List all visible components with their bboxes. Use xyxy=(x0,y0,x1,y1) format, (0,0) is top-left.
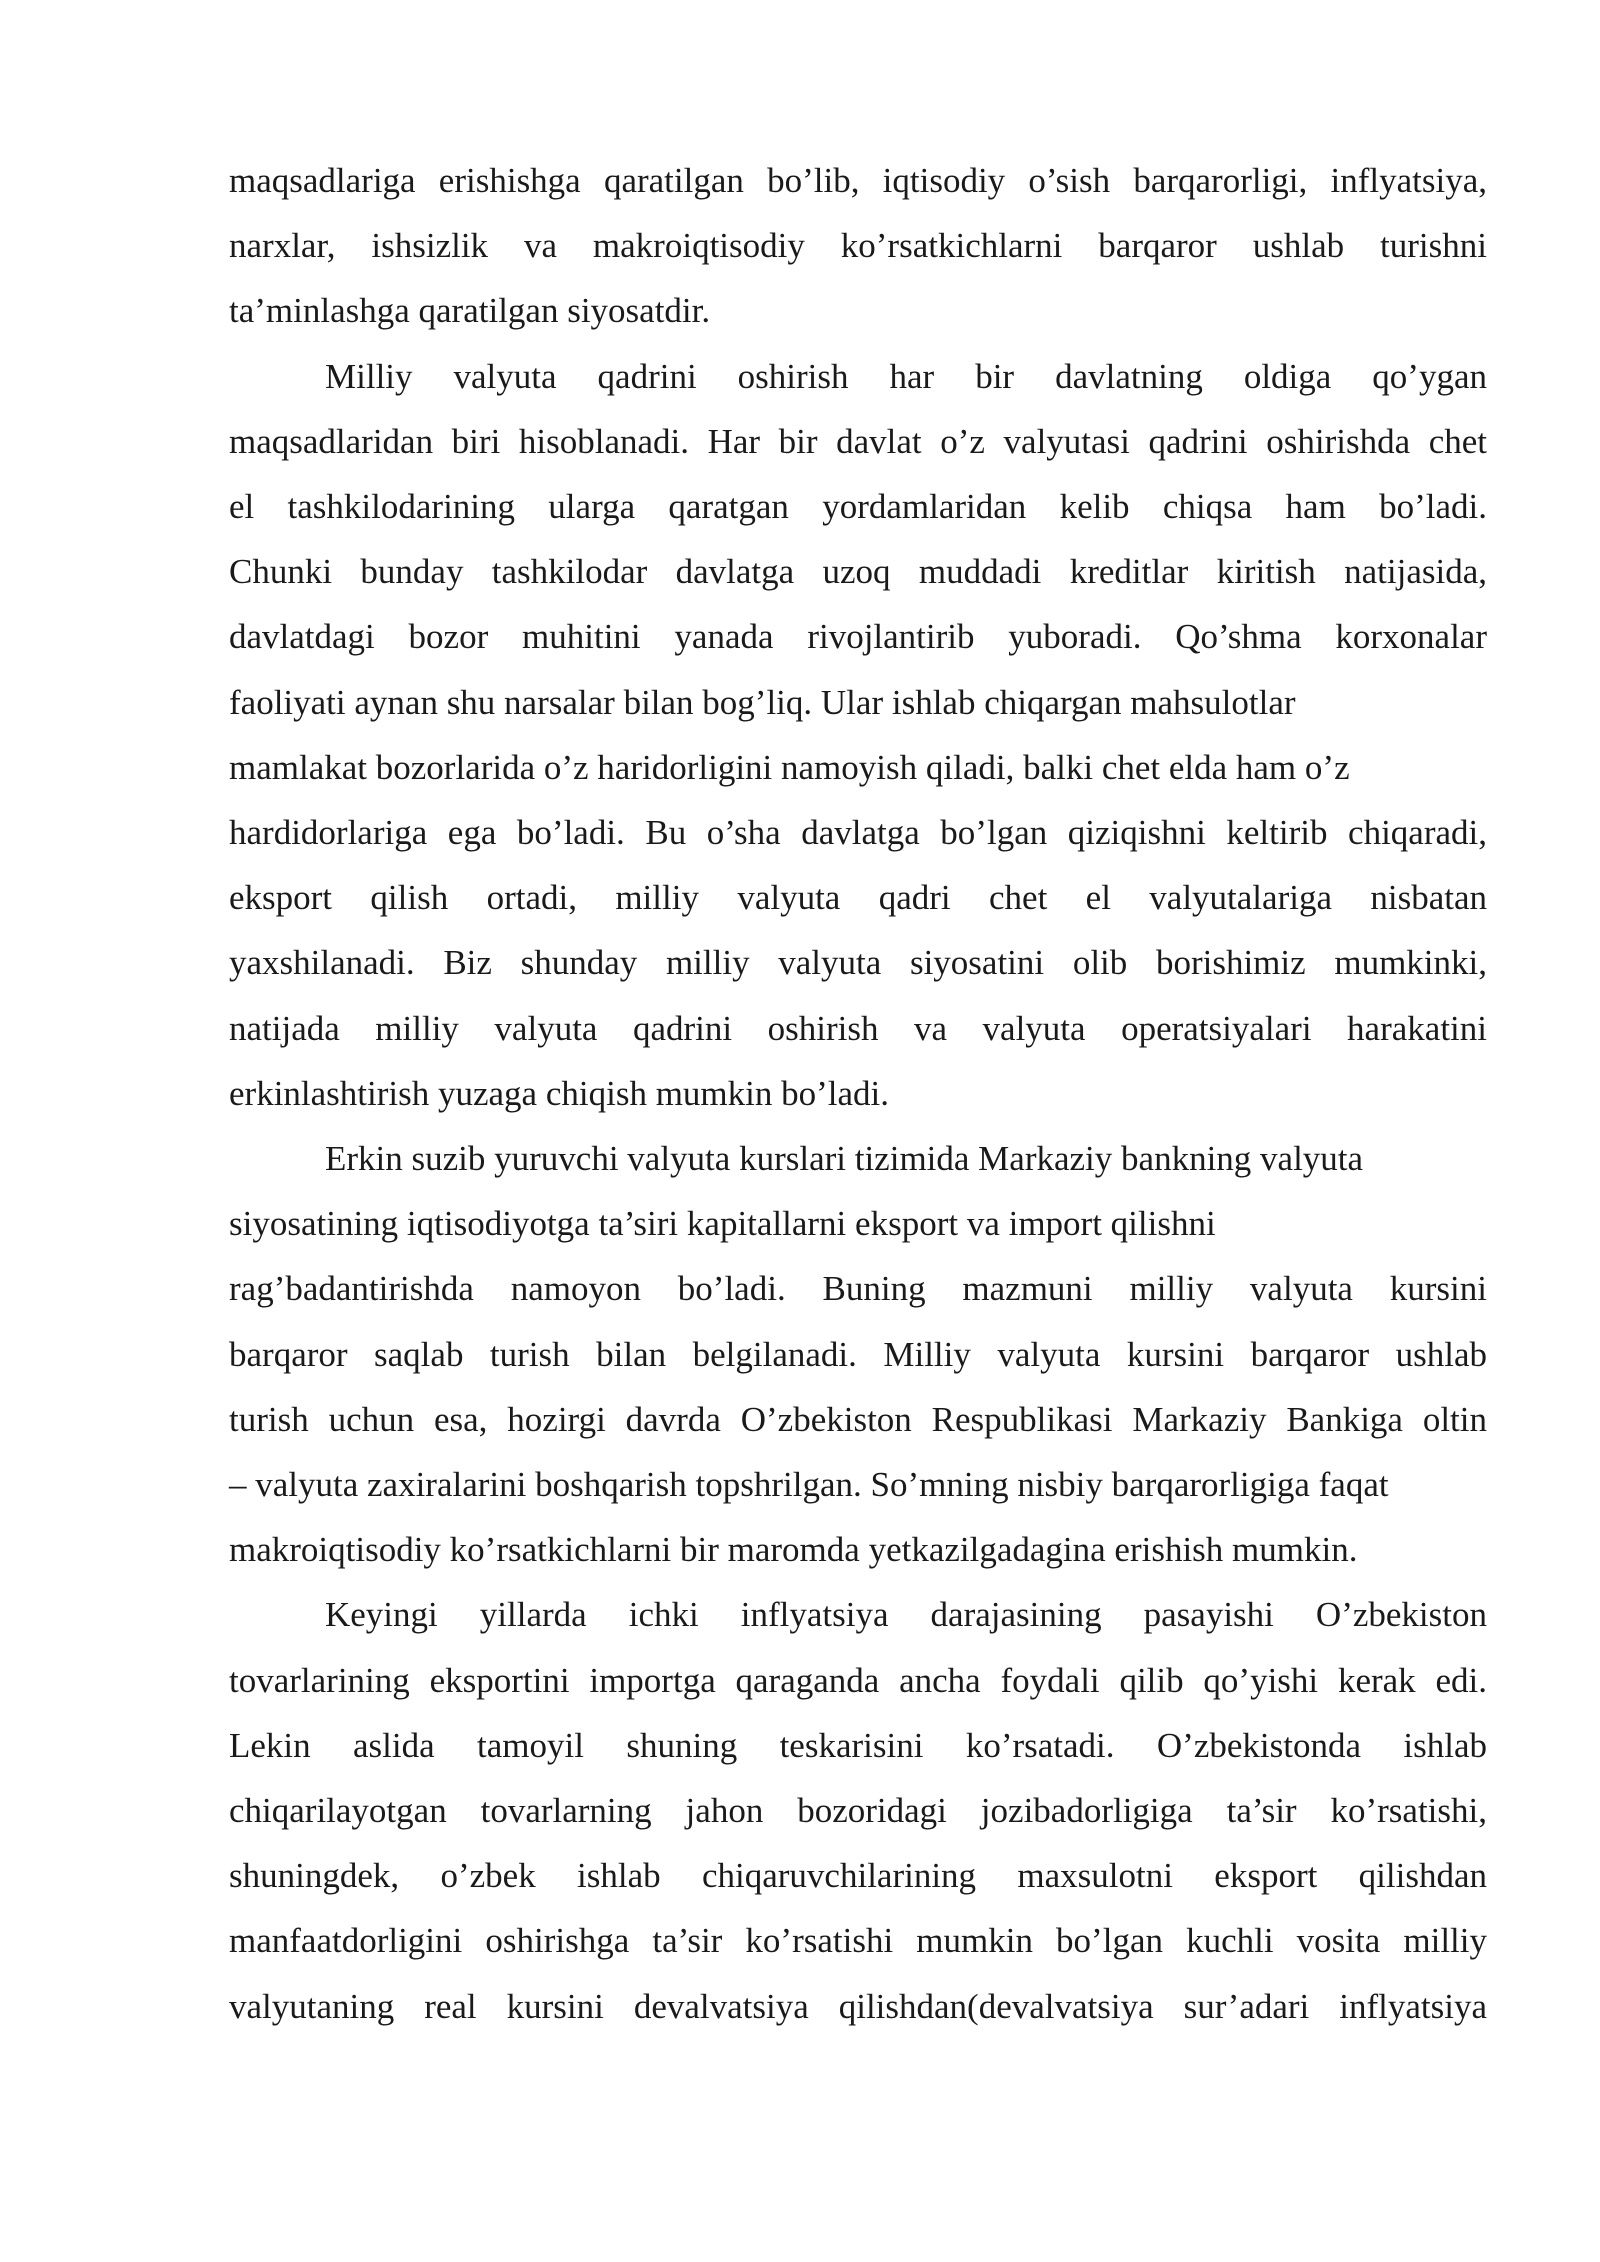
text-line: Lekin aslida tamoyil shuning teskarisini ko’rsatadi. O’zbekistonda ishlab xyxy=(229,1725,1487,1765)
text-line: erkinlashtirish yuzaga chiqish mumkin bo’ladi. xyxy=(229,1073,890,1113)
text-line: mamlakat bozorlarida o’z haridorligini namoyish qiladi, balki chet elda ham o’z xyxy=(229,747,1350,787)
text-line: Milliy valyuta qadrini oshirish har bir davlatning oldiga qo’ygan xyxy=(325,356,1487,396)
paragraph-4 xyxy=(229,1582,1487,2038)
text-line: natijada milliy valyuta qadrini oshirish va valyuta operatsiyalari harakatini xyxy=(229,1008,1487,1048)
text-line: maqsadlaridan biri hisoblanadi. Har bir davlat o’z valyutasi qadrini oshirishda chet xyxy=(229,421,1487,461)
text-line: Keyingi yillarda ichki inflyatsiya darajasining pasayishi O’zbekiston xyxy=(325,1595,1487,1635)
text-line: el tashkilodarining ularga qaratgan yordamlaridan kelib chiqsa ham bo’ladi. xyxy=(229,487,1487,527)
text-line: tovarlarining eksportini importga qaraganda ancha foydali qilib qo’yishi kerak edi. xyxy=(229,1660,1487,1700)
text-line: chiqarilayotgan tovarlarning jahon bozoridagi jozibadorligiga ta’sir ko’rsatishi, xyxy=(229,1791,1487,1831)
text-line: makroiqtisodiy ko’rsatkichlarni bir maromda yetkazilgadagina erishish mumkin. xyxy=(229,1530,1358,1570)
text-line: shuningdek, o’zbek ishlab chiqaruvchilarining maxsulotni eksport qilishdan xyxy=(229,1856,1487,1896)
text-line: eksport qilish ortadi, milliy valyuta qadri chet el valyutalariga nisbatan xyxy=(229,878,1487,918)
document-body xyxy=(229,148,1487,2039)
text-line: hardidorlariga ega bo’ladi. Bu o’sha davlatga bo’lgan qiziqishni keltirib chiqaradi, xyxy=(229,813,1487,853)
text-line: narxlar, ishsizlik va makroiqtisodiy ko’rsatkichlarni barqaror ushlab turishni xyxy=(229,226,1487,266)
text-line: maqsadlariga erishishga qaratilgan bo’lib, iqtisodiy o’sish barqarorligi, inflyatsiya, xyxy=(229,161,1487,200)
text-line: Chunki bunday tashkilodar davlatga uzoq muddadi kreditlar kiritish natijasida, xyxy=(229,552,1487,592)
text-line: rag’badantirishda namoyon bo’ladi. Buning mazmuni milliy valyuta kursini xyxy=(229,1269,1487,1309)
text-line: – valyuta zaxiralarini boshqarish topshrilgan. So’mning nisbiy barqarorligiga faqat xyxy=(229,1465,1389,1505)
text-line: ta’minlashga qaratilgan siyosatdir. xyxy=(229,291,711,331)
text-line: faoliyati aynan shu narsalar bilan bog’liq. Ular ishlab chiqargan mahsulotlar xyxy=(229,682,1296,722)
text-line: turish uchun esa, hozirgi davrda O’zbekiston Respublikasi Markaziy Bankiga oltin xyxy=(229,1399,1487,1439)
text-line: barqaror saqlab turish bilan belgilanadi. Milliy valyuta kursini barqaror ushlab xyxy=(229,1334,1487,1374)
text-line: manfaatdorligini oshirishga ta’sir ko’rsatishi mumkin bo’lgan kuchli vosita milliy xyxy=(229,1921,1487,1961)
text-line: davlatdagi bozor muhitini yanada rivojlantirib yuboradi. Qo’shma korxonalar xyxy=(229,617,1487,657)
text-line: Erkin suzib yuruvchi valyuta kurslari tizimida Markaziy bankning valyuta xyxy=(325,1139,1364,1179)
paragraph-1 xyxy=(229,148,1487,344)
text-line: siyosatining iqtisodiyotga ta’siri kapitallarni eksport va import qilishni xyxy=(229,1204,1216,1244)
paragraph-2 xyxy=(229,344,1487,1126)
text-line: valyutaning real kursini devalvatsiya qilishdan(devalvatsiya sur’adari inflyatsiya xyxy=(229,1986,1487,2026)
paragraph-3 xyxy=(229,1126,1487,1582)
text-line: yaxshilanadi. Biz shunday milliy valyuta siyosatini olib borishimiz mumkinki, xyxy=(229,943,1487,983)
